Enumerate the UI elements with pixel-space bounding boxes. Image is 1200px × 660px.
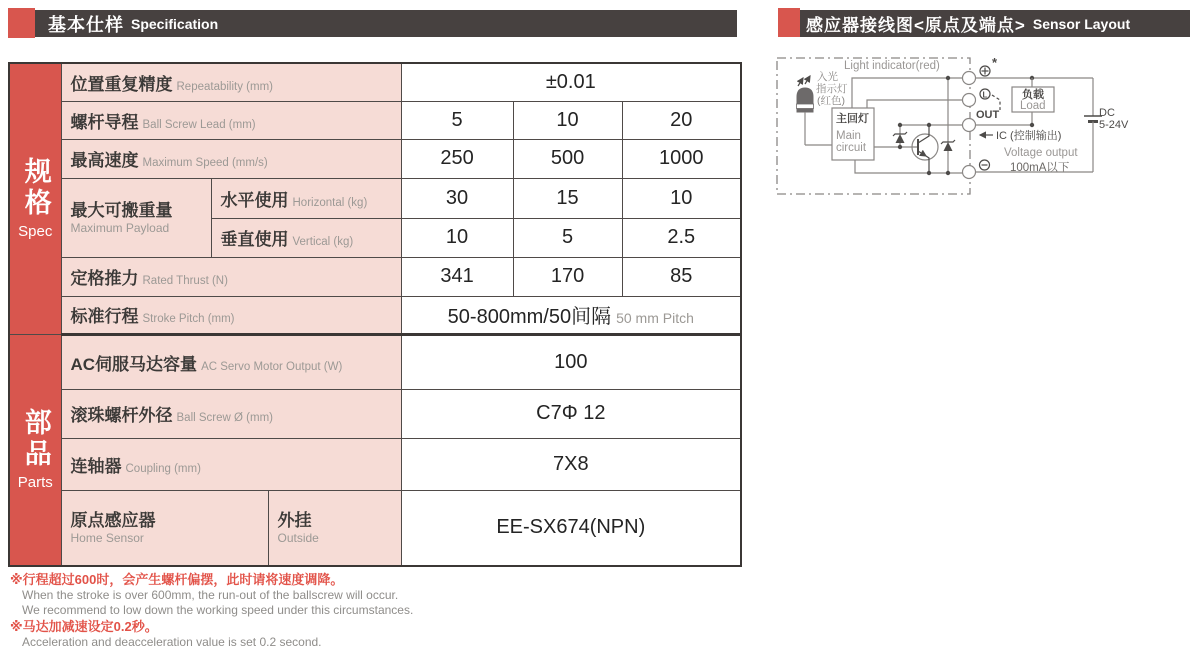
section-parts-zh: 部品 [20, 408, 51, 471]
label-zh: 最高速度 [70, 151, 139, 170]
label-en: Horizontal (kg) [292, 196, 368, 209]
value-repeatability: ±0.01 [401, 63, 741, 101]
label-zh: 外挂 [277, 510, 312, 530]
value-servo-output: 100 [401, 334, 741, 389]
footnote-stroke-warning-zh: ※行程超过600时，会产生螺杆偏摆，此时请将速度调降。 [10, 572, 344, 587]
current-limit-label: 100mA以下 [1010, 162, 1070, 174]
spec-header-en: Specification [131, 15, 219, 32]
sensor-header-accent-square [778, 8, 800, 37]
label-en: Coupling (mm) [125, 462, 201, 475]
label-en: Home Sensor [70, 531, 144, 546]
label-coupling [61, 438, 401, 490]
spec-table [8, 62, 742, 567]
minus-rail-wire [855, 160, 963, 173]
minus-symbol-icon [980, 160, 990, 170]
section-parts-en: Parts [17, 474, 53, 492]
spec-header-zh: 基本仕样 [48, 14, 124, 35]
label-en: Maximum Payload [70, 220, 170, 235]
zener-diode-icon [893, 125, 907, 147]
value-home-sensor: EE-SX674(NPN) [401, 490, 741, 566]
load-label-zh: 负载 [1022, 89, 1044, 101]
value-sub: 50 mm Pitch [616, 310, 694, 326]
label-en: Outside [277, 531, 319, 546]
junction-dot [898, 123, 902, 127]
main-circuit-en1: Main [836, 130, 861, 142]
l-symbol-letter: L [982, 90, 988, 100]
value-vertical-1: 10 [401, 218, 513, 257]
value-stroke-pitch [401, 296, 741, 334]
light-ray-arrow-icon [805, 76, 810, 84]
label-zh: 原点感应器 [70, 510, 156, 530]
junction-dot [927, 171, 931, 175]
dc-label: DC [1099, 107, 1115, 119]
label-en: Ball Screw Ø (mm) [176, 412, 273, 424]
sensor-wiring-diagram [772, 50, 1200, 200]
value-thrust-1: 341 [401, 257, 513, 296]
value-main: 50-800mm/50间隔 [447, 306, 612, 328]
led-label-zh3: (红色) [817, 95, 845, 107]
label-en: Ball Screw Lead (mm) [142, 118, 256, 131]
label-servo-output [61, 334, 401, 389]
asterisk-mark: * [992, 55, 998, 70]
label-home-sensor [61, 490, 268, 566]
label-outside [268, 490, 401, 566]
label-zh: 水平使用 [220, 190, 289, 210]
value-horizontal-2: 15 [513, 178, 622, 218]
junction-dot [1030, 123, 1034, 127]
label-zh: 最大可搬重量 [70, 200, 173, 220]
main-circuit-zh: 主回灯 [836, 113, 869, 125]
value-lead-20: 20 [622, 101, 741, 139]
label-en: Rated Thrust (N) [142, 275, 228, 287]
light-indicator-label: Light indicator(red) [844, 60, 940, 72]
terminal-plus-circle [963, 72, 976, 85]
led-label-zh2: 指示灯 [816, 83, 848, 95]
value-vertical-2: 5 [513, 218, 622, 257]
value-speed-3: 1000 [622, 139, 741, 178]
spec-header-bar [8, 10, 737, 37]
dc-range-label: 5-24V [1099, 119, 1129, 131]
value-lead-5: 5 [401, 101, 513, 139]
terminal-out-circle [963, 119, 976, 132]
label-zh: 标准行程 [70, 307, 139, 326]
label-repeatability [61, 63, 401, 101]
plus-rail-wire [852, 78, 963, 108]
light-ray-arrow-icon [798, 78, 803, 86]
section-parts [9, 334, 61, 566]
junction-dot [927, 123, 931, 127]
sensor-header-zh: 感应器接线图<原点及端点> [806, 16, 1026, 35]
led-label-zh1: 入光 [817, 71, 838, 83]
value-thrust-3: 85 [622, 257, 741, 296]
plus-symbol-icon [980, 66, 990, 76]
label-zh: AC伺服马达容量 [70, 354, 198, 374]
junction-dot [946, 171, 950, 175]
ic-label: IC (控制输出) [996, 130, 1062, 142]
value-vertical-3: 2.5 [622, 218, 741, 257]
label-ball-screw-lead [61, 101, 401, 139]
label-en: Vertical (kg) [292, 236, 354, 248]
label-zh: 螺杆导程 [70, 112, 139, 132]
value-coupling: 7X8 [401, 438, 741, 490]
label-zh: 连轴器 [70, 456, 122, 476]
label-en: Stroke Pitch (mm) [142, 313, 235, 325]
voltage-output-label: Voltage output [1004, 147, 1078, 159]
main-circuit-en2: circuit [836, 142, 867, 154]
value-thrust-2: 170 [513, 257, 622, 296]
footnote-stroke-warning-en1: When the stroke is over 600mm, the run-out of the ballscrew will occur. [22, 588, 399, 602]
out-label: OUT [976, 109, 1000, 121]
label-stroke-pitch [61, 296, 401, 334]
label-zh: 滚珠螺杆外径 [70, 406, 173, 425]
value-speed-2: 500 [513, 139, 622, 178]
label-en: AC Servo Motor Output (W) [201, 360, 343, 373]
spec-header-accent-square [8, 8, 35, 38]
section-spec [9, 63, 61, 334]
section-spec-en: Spec [18, 223, 53, 241]
l-optional-dashed-wire [992, 95, 1000, 110]
label-ball-screw-od [61, 389, 401, 438]
footnote-accel-en: Acceleration and deacceleration value is set 0.2 second. [22, 635, 322, 649]
label-max-speed [61, 139, 401, 178]
sensor-header-bar [778, 10, 1190, 37]
terminal-minus-circle [963, 166, 976, 179]
label-zh: 定格推力 [70, 269, 139, 288]
label-zh: 垂直使用 [220, 230, 289, 249]
label-max-payload [61, 178, 211, 257]
label-en: Maximum Speed (mm/s) [142, 157, 268, 169]
sensor-header-en: Sensor Layout [1032, 15, 1131, 32]
terminal-l-circle [963, 94, 976, 107]
footnote-accel-zh: ※马达加减速设定0.2秒。 [10, 619, 158, 634]
label-zh: 位置重复精度 [70, 74, 173, 94]
label-rated-thrust [61, 257, 401, 296]
load-label-en: Load [1020, 100, 1046, 112]
section-spec-zh: 规格 [20, 157, 51, 220]
label-en: Repeatability (mm) [176, 80, 273, 93]
label-vertical [211, 218, 401, 257]
junction-dot [946, 76, 950, 80]
value-horizontal-1: 30 [401, 178, 513, 218]
label-horizontal [211, 178, 401, 218]
value-horizontal-3: 10 [622, 178, 741, 218]
value-ball-screw-od: C7Φ 12 [401, 389, 741, 438]
junction-dot [898, 145, 902, 149]
value-speed-1: 250 [401, 139, 513, 178]
footnotes [10, 571, 413, 650]
footnote-stroke-warning-en2: We recommend to low down the working speed under this circumstances. [22, 603, 414, 617]
transistor-icon [912, 125, 938, 173]
value-lead-10: 10 [513, 101, 622, 139]
